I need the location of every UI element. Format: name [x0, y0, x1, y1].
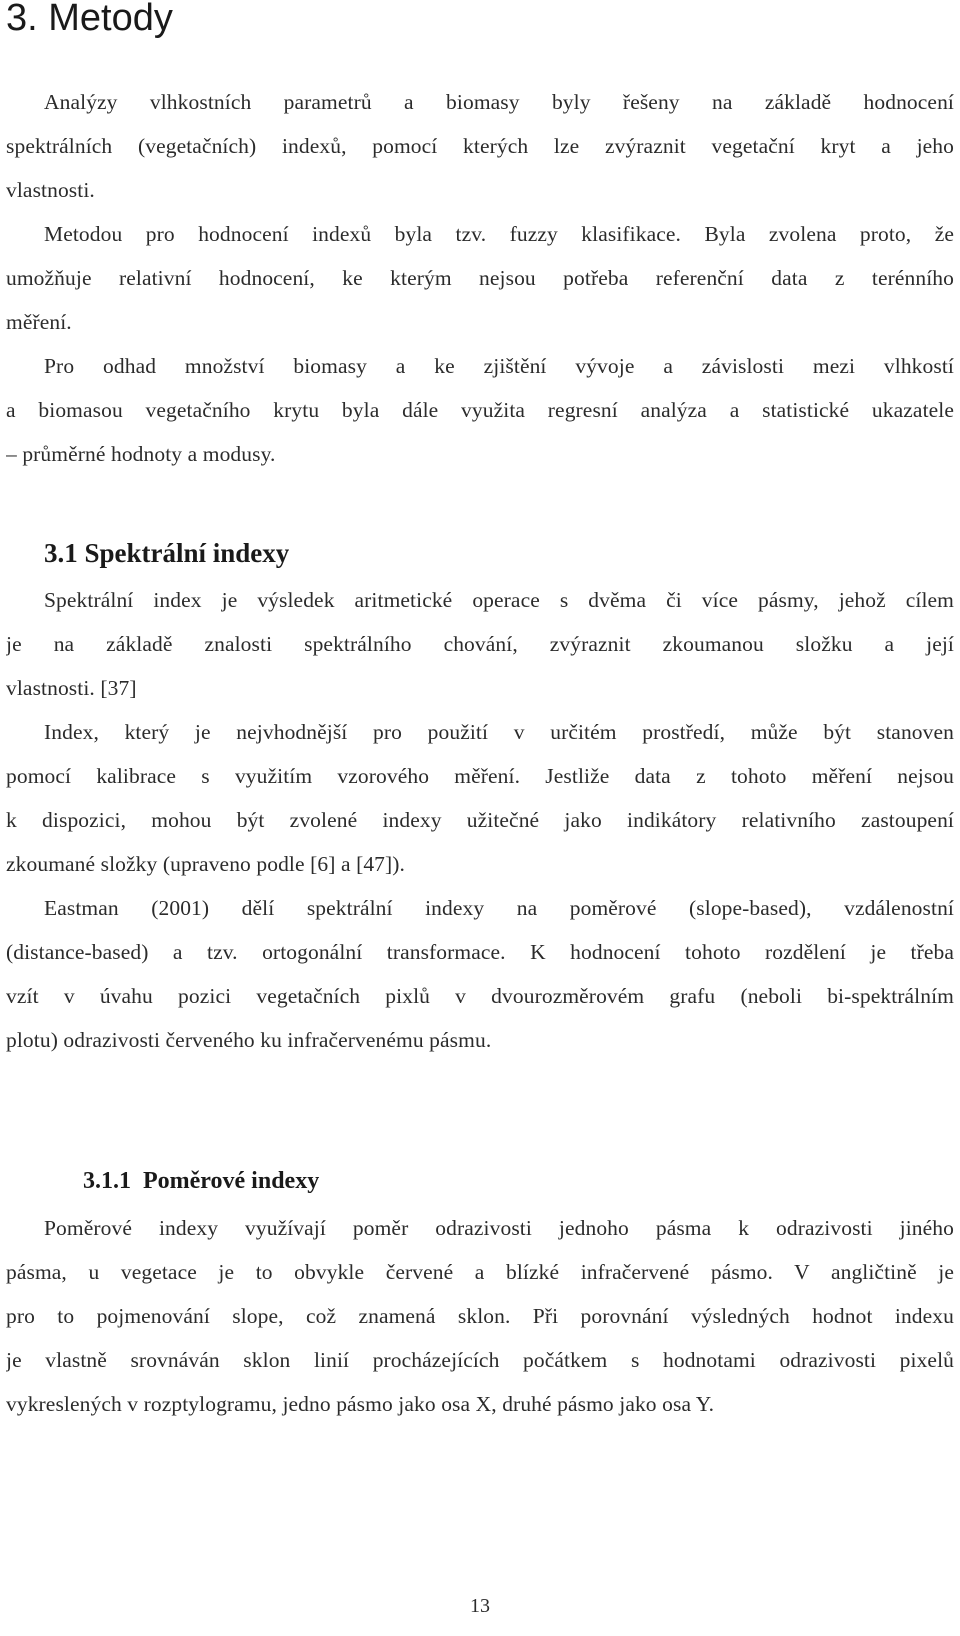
text-line: spektrálních (vegetačních) indexů, pomocí kterých lze zvýraznit vegetační kryt a jeho — [6, 134, 954, 158]
subsection-heading: 3.1 Spektrální indexy — [44, 538, 290, 568]
paragraph-intro — [6, 80, 954, 212]
text-line: Poměrové indexy využívají poměr odrazivosti jednoho pásma k odrazivosti jiného — [44, 1216, 954, 1240]
text-line: Pro odhad množství biomasy a ke zjištění vývoje a závislosti mezi vlhkostí — [44, 354, 954, 378]
section-heading: 3. Metody — [6, 0, 173, 39]
text-line: (distance-based) a tzv. ortogonální transformace. K hodnocení tohoto rozdělení je třeba — [6, 940, 954, 964]
text-line: pásma, u vegetace je to obvykle červené a blízké infračervené pásmo. V angličtině je — [6, 1260, 954, 1284]
text-line: vykreslených v rozptylogramu, jedno pásmo jako osa X, druhé pásmo jako osa Y. — [6, 1392, 715, 1416]
text-line: Metodou pro hodnocení indexů byla tzv. fuzzy klasifikace. Byla zvolena proto, že — [44, 222, 954, 246]
text-line: plotu) odrazivosti červeného ku infračervenému pásmu. — [6, 1028, 492, 1052]
paragraph-spectral-index — [6, 578, 954, 710]
text-line: pro to pojmenování slope, což znamená sklon. Při porovnání výsledných hodnot indexu — [6, 1304, 954, 1328]
text-line: k dispozici, mohou být zvolené indexy užitečné jako indikátory relativního zastoupení — [6, 808, 954, 832]
paragraph-eastman — [6, 886, 954, 1062]
text-line: Index, který je nejvhodnější pro použití v určitém prostředí, může být stanoven — [44, 720, 954, 744]
page-number: 13 — [470, 1595, 490, 1617]
text-line: Analýzy vlhkostních parametrů a biomasy byly řešeny na základě hodnocení — [44, 90, 954, 114]
text-line: měření. — [6, 310, 72, 334]
text-line: Spektrální index je výsledek aritmetické operace s dvěma či více pásmy, jehož cílem — [44, 588, 954, 612]
text-line: je vlastně srovnáván sklon linií procházejících počátkem s hodnotami odrazivosti pixelů — [6, 1348, 954, 1372]
text-line: vlastnosti. — [6, 178, 95, 202]
paragraph-calibration — [6, 710, 954, 886]
text-line: umožňuje relativní hodnocení, ke kterým nejsou potřeba referenční data z terénního — [6, 266, 954, 290]
subsubsection-number: 3.1.1 — [83, 1168, 131, 1194]
paragraph-fuzzy — [6, 212, 954, 344]
text-line: a biomasou vegetačního krytu byla dále využita regresní analýza a statistické ukazatele — [6, 398, 954, 422]
paragraph-regression — [6, 344, 954, 476]
subsubsection-heading — [83, 1167, 319, 1196]
text-line: je na základě znalosti spektrálního chování, zvýraznit zkoumanou složku a její — [6, 632, 954, 656]
text-line: vlastnosti. [37] — [6, 676, 137, 700]
text-line: zkoumané složky (upraveno podle [6] a [47]). — [6, 852, 406, 876]
text-line: pomocí kalibrace s využitím vzorového měření. Jestliže data z tohoto měření nejsou — [6, 764, 954, 788]
text-line: Eastman (2001) dělí spektrální indexy na poměrové (slope-based), vzdálenostní — [44, 896, 954, 920]
subsubsection-title: Poměrové indexy — [143, 1168, 320, 1194]
paragraph-ratio-indices — [6, 1206, 954, 1426]
text-line: vzít v úvahu pozici vegetačních pixlů v dvourozměrovém grafu (neboli bi-spektrálním — [6, 984, 954, 1008]
text-line: – průměrné hodnoty a modusy. — [6, 442, 276, 466]
